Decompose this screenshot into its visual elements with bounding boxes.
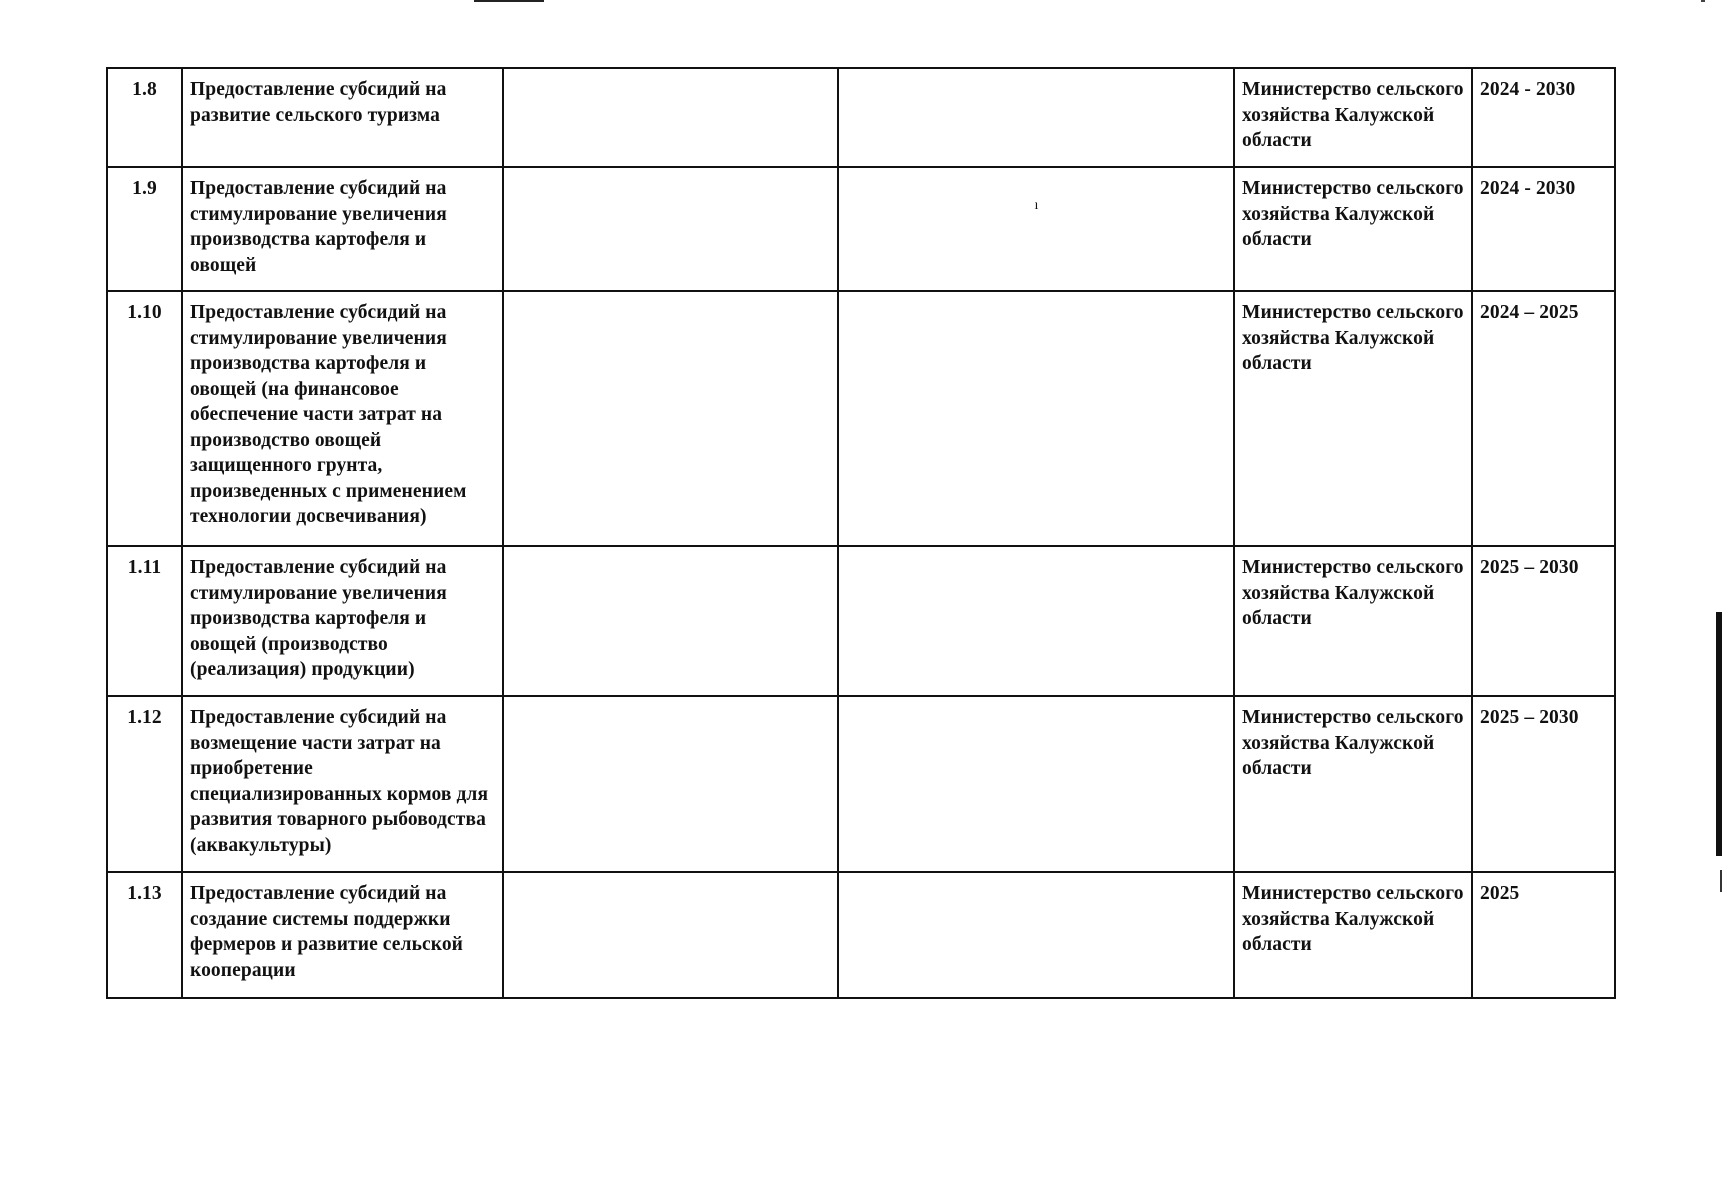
table-row bbox=[107, 872, 1615, 998]
executor-cell: Министерство сельского хозяйства Калужской области bbox=[1234, 68, 1472, 167]
period-cell: 2025 bbox=[1472, 872, 1615, 998]
executor-cell: Министерство сельского хозяйства Калужской области bbox=[1234, 696, 1472, 872]
table-row bbox=[107, 291, 1615, 546]
period-cell: 2025 – 2030 bbox=[1472, 696, 1615, 872]
empty-cell-col3 bbox=[503, 696, 838, 872]
empty-cell-col4 bbox=[838, 546, 1234, 696]
empty-cell-col4 bbox=[838, 291, 1234, 546]
measures-table bbox=[106, 67, 1616, 999]
table-row bbox=[107, 696, 1615, 872]
scan-mark-corner bbox=[1701, 0, 1705, 2]
scan-edge-bar bbox=[1716, 612, 1722, 856]
measure-name-cell: Предоставление субсидий на создание системы поддержки фермеров и развитие сельской кооперации bbox=[182, 872, 503, 998]
scan-mark-top bbox=[474, 0, 544, 2]
row-number-cell: 1.8 bbox=[107, 68, 182, 167]
row-number-cell: 1.13 bbox=[107, 872, 182, 998]
executor-cell: Министерство сельского хозяйства Калужской области bbox=[1234, 546, 1472, 696]
stray-mark: ı bbox=[1034, 198, 1039, 213]
period-cell: 2025 – 2030 bbox=[1472, 546, 1615, 696]
table-row bbox=[107, 167, 1615, 291]
empty-cell-col3 bbox=[503, 291, 838, 546]
empty-cell-col4 bbox=[838, 68, 1234, 167]
executor-cell: Министерство сельского хозяйства Калужской области bbox=[1234, 872, 1472, 998]
measure-name-cell: Предоставление субсидий на развитие сельского туризма bbox=[182, 68, 503, 167]
row-number-cell: 1.10 bbox=[107, 291, 182, 546]
period-cell: 2024 - 2030 bbox=[1472, 68, 1615, 167]
empty-cell-col3 bbox=[503, 872, 838, 998]
table-row bbox=[107, 68, 1615, 167]
empty-cell-col4 bbox=[838, 696, 1234, 872]
col4-cell bbox=[838, 167, 1234, 291]
measure-name-cell: Предоставление субсидий на стимулирование увеличения производства картофеля и овощей (на финансовое обеспечение части затрат на производство овощей защищенного грунта, произведенных с применением технологии досвечивания) bbox=[182, 291, 503, 546]
period-cell: 2024 – 2025 bbox=[1472, 291, 1615, 546]
measure-name-cell: Предоставление субсидий на стимулирование увеличения производства картофеля и овощей bbox=[182, 167, 503, 291]
period-cell: 2024 - 2030 bbox=[1472, 167, 1615, 291]
executor-cell: Министерство сельского хозяйства Калужской области bbox=[1234, 167, 1472, 291]
empty-cell-col3 bbox=[503, 546, 838, 696]
row-number-cell: 1.12 bbox=[107, 696, 182, 872]
executor-cell: Министерство сельского хозяйства Калужской области bbox=[1234, 291, 1472, 546]
table-row bbox=[107, 546, 1615, 696]
measure-name-cell: Предоставление субсидий на стимулирование увеличения производства картофеля и овощей (производство (реализация) продукции) bbox=[182, 546, 503, 696]
empty-cell-col4 bbox=[838, 872, 1234, 998]
measure-name-cell: Предоставление субсидий на возмещение части затрат на приобретение специализированных кормов для развития товарного рыбоводства (аквакультуры) bbox=[182, 696, 503, 872]
row-number-cell: 1.11 bbox=[107, 546, 182, 696]
empty-cell-col3 bbox=[503, 167, 838, 291]
empty-cell-col3 bbox=[503, 68, 838, 167]
row-number-cell: 1.9 bbox=[107, 167, 182, 291]
